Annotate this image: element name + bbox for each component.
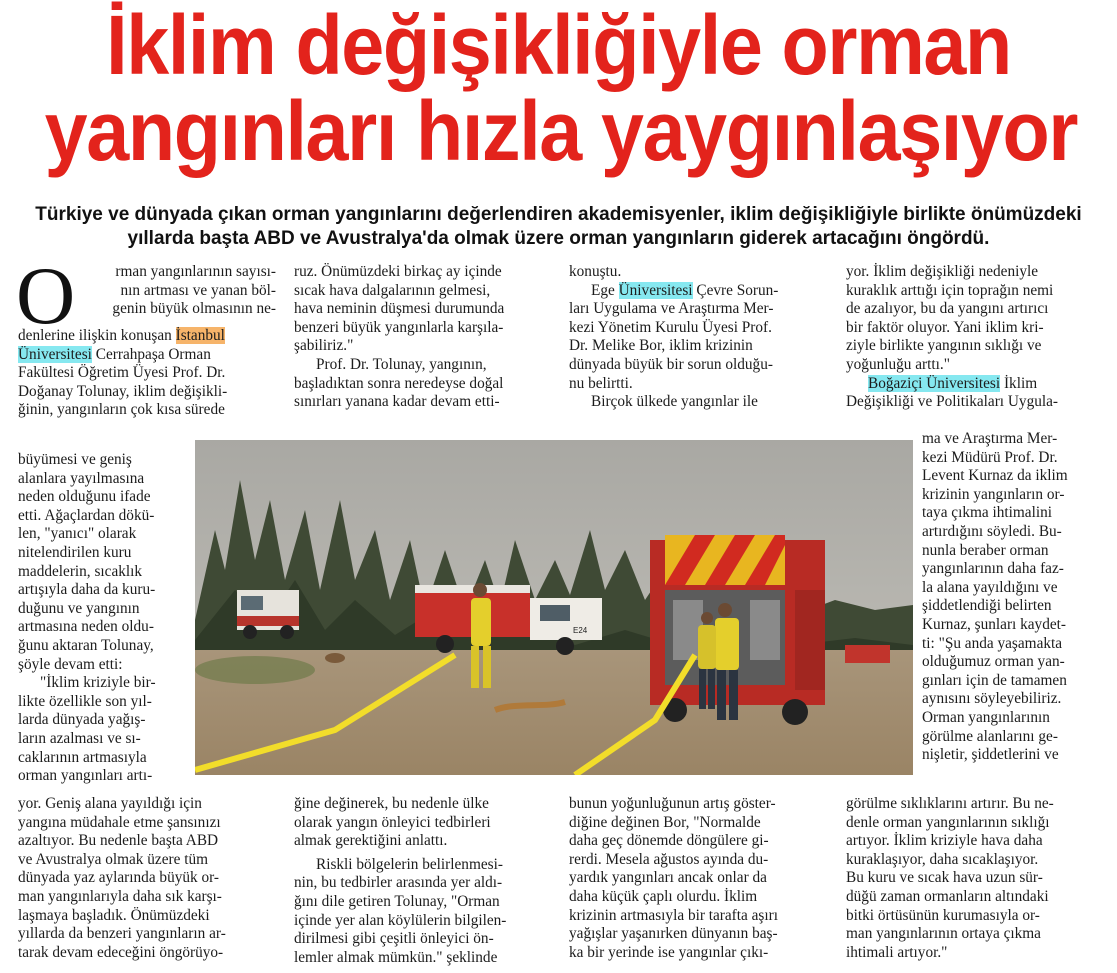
text-line: aynısını söyleyebiliriz. (922, 690, 1062, 708)
truck-number: E24 (573, 626, 588, 635)
text-line: artışıyla daha da kuru- (18, 581, 156, 599)
text-line: görülme sıklıklarını artırır. Bu ne- (846, 795, 1054, 812)
text-line: dünyada büyük bir sorun olduğu- (569, 355, 773, 373)
text-line: ğunu aktaran Tolunay, (18, 636, 154, 654)
text-line: şabiliriz." (294, 337, 354, 355)
subheadline-line-2: yıllarda başta ABD ve Avustralya'da olmak üzere orman yangınların giderek artacağını öngördü. (127, 228, 990, 249)
text-line: Değişikliği ve Politikaları Uygula- (846, 393, 1058, 411)
column-2-bottom (294, 795, 549, 967)
column-2-top (294, 263, 549, 412)
column-1-top (16, 250, 276, 420)
text-line: düğü zaman ormanların altındaki (846, 887, 1049, 905)
text-line: almak gerektiğini anlattı. (294, 832, 448, 850)
text-line: bitki örtüsünün kurumasıyla or- (846, 906, 1040, 924)
text-line: man yangınlarıyla daha sık karşı- (18, 887, 222, 905)
text-line: yor. Geniş alana yayıldığı için (18, 795, 202, 812)
wildfire-crew-photo (195, 440, 913, 775)
text-line: etti. Ağaçlardan dökü- (18, 506, 155, 524)
text-line: ve Avustralya olmak üzere tüm (18, 850, 209, 868)
text-line: tarak devam edeceğini öngörüyo- (18, 943, 224, 961)
text-line: ma ve Araştırma Mer- (922, 430, 1058, 447)
column-1-narrow (18, 451, 188, 786)
text-line: len, "yanıcı" olarak (18, 525, 137, 543)
text-line: büyümesi ve geniş (18, 451, 132, 468)
text-line: Riskli bölgelerin belirlenmesi- (316, 855, 503, 873)
text-line: denle orman yangınlarının sıklığı (846, 813, 1050, 831)
text-line: olarak yangın önleyici tedbirleri (294, 813, 491, 831)
text-line: hava neminin düşmesi durumunda (294, 300, 505, 318)
text-line: kuraklaşıyor, daha sıcaklaşıyor. (846, 850, 1039, 868)
column-4-narrow (922, 430, 1102, 765)
text-line: azaltıyor. Bu nedenle başta ABD (18, 832, 219, 850)
text-line: konuştu. (569, 263, 622, 280)
text-line: benzeri büyük yangınlarla karşıla- (294, 318, 504, 336)
text-line: duğunu ve yangının (18, 599, 140, 617)
text-line: bir faktör oluyor. Yani iklim kri- (846, 318, 1044, 336)
text-line: sıcak hava dalgalarının gelmesi, (294, 281, 491, 299)
text-line: artıyor. İklim kriziyle hava daha (846, 832, 1043, 850)
text-line: dünyada yaz aylarında büyük or- (18, 869, 220, 887)
subheadline-line-1: Türkiye ve dünyada çıkan orman yangınlarını değerlendiren akademisyenler, iklim değişikliğiyle birlikte önümüzdeki (35, 204, 1082, 225)
text-line: Üniversitesi Cerrahpaşa Orman (18, 345, 211, 363)
text-line: yor. İklim değişikliği nedeniyle (846, 263, 1039, 280)
text-line: Boğaziçi Üniversitesi İklim (868, 374, 1038, 392)
text-line: Dr. Melike Bor, iklim krizinin (569, 337, 753, 355)
text-line: ğine değinerek, bu nedenle ülke (294, 795, 489, 812)
text-line: bunun yoğunluğunun artış göster- (569, 795, 776, 812)
text-line: de azalıyor, bu da yangını artırıcı (846, 300, 1049, 318)
text-line: orman yangınları artı- (18, 767, 153, 785)
text-line: yardık yangınları ancak onlar da (569, 869, 767, 887)
text-line: şiddetlendiği belirten (922, 597, 1052, 615)
text-line: taya çıkma ihtimalini (922, 504, 1052, 522)
text-line: yangına müdahale etme şansınızı (18, 813, 221, 831)
text-line: "İklim kriziyle bir- (40, 674, 156, 692)
text-line: kezi Yönetim Kurulu Üyesi Prof. (569, 318, 772, 336)
text-line: görülme alanlarını ge- (922, 727, 1058, 745)
headline-line-1: İklim değişikliğiyle orman (106, 0, 1011, 92)
text-line: ka bir yerinde ise yangınlar çıkı- (569, 943, 769, 961)
text-line: likte özellikle son yıl- (18, 692, 152, 710)
text-line: ları Uygulama ve Araştırma Mer- (569, 300, 774, 318)
text-line: Doğanay Tolunay, iklim değişikli- (18, 382, 228, 400)
text-line: yangınlarının daha faz- (922, 560, 1064, 578)
text-line: şöyle devam etti: (18, 655, 123, 673)
text-line: nu belirtti. (569, 374, 633, 392)
highlight-bogazici: Boğaziçi Üniversitesi (868, 374, 1001, 392)
text-line: nitelendirilen kuru (18, 543, 132, 561)
text-line: kezi Müdürü Prof. Dr. (922, 448, 1058, 466)
text-line: ziyle birlikte yangının sıklığı ve (846, 337, 1042, 355)
text-line: man yangınlarının ortaya çıkma (846, 925, 1041, 943)
text-line: içinde yer alan köylülerin bilgilen- (294, 911, 507, 929)
highlight-universitesi: Üniversitesi (18, 345, 92, 363)
column-3-bottom (569, 795, 827, 962)
text-line: nunla beraber orman (922, 541, 1049, 559)
dog (325, 653, 345, 663)
text-line: krizinin artmasıyla bir tarafta aşırı (569, 906, 778, 924)
text-line: ihtimali artıyor." (846, 943, 948, 961)
column-3-top (569, 263, 827, 412)
text-line: ruz. Önümüzdeki birkaç ay içinde (294, 263, 502, 280)
shrubs (195, 656, 315, 684)
text-line: Orman yangınlarının (922, 708, 1050, 726)
text-line: ğını dile getiren Tolunay, "Orman (294, 892, 500, 910)
headline-line-2: yangınları hızla yaygınlaşıyor (44, 84, 1078, 178)
highlight-istanbul: İstanbul (175, 327, 225, 344)
text-line: artmasına neden oldu- (18, 618, 154, 636)
text-line: rman yangınlarının sayısı- (115, 263, 276, 280)
text-line: nin, bu tedbirler arasında yer aldı- (294, 874, 503, 892)
text-line: nın artması ve yanan böl- (120, 281, 276, 299)
subheadline (10, 203, 1107, 251)
text-line: gınları için de tamamen (922, 671, 1067, 689)
text-line: ların azalması ve sı- (18, 729, 141, 747)
text-line: Bu kuru ve sıcak hava uzun sür- (846, 869, 1043, 887)
text-line: maddelerin, sıcaklık (18, 562, 143, 580)
text-line: lemler almak mümkün." şeklinde (294, 948, 498, 966)
column-1-bottom (18, 795, 276, 962)
text-line: genin büyük olmasının ne- (112, 300, 276, 318)
text-line: diğine değinen Bor, "Normalde (569, 813, 761, 831)
text-line: Kurnaz, şunları kaydet- (922, 615, 1066, 633)
text-line: larda dünyada yağış- (18, 711, 146, 729)
highlight-universitesi: Üniversitesi (618, 281, 693, 299)
text-line: la alana yayıldığını ve (922, 578, 1058, 596)
text-line: nişletir, şiddetlerini ve (922, 746, 1059, 764)
drop-cap: O (16, 250, 76, 341)
text-line: daha küçük çaplı olurdu. İklim (569, 887, 758, 905)
text-line: alanlara yayılmasına (18, 469, 145, 487)
text-line: başladıktan sonra neredeyse doğal (294, 374, 504, 392)
text-line: kuraklık arttığı için toprağın nemi (846, 281, 1054, 299)
text-line: krizinin yangınların or- (922, 485, 1065, 503)
text-line: yıllarda da benzeri yangınların ar- (18, 925, 226, 943)
text-line: neden olduğunu ifade (18, 488, 151, 506)
text-line: Levent Kurnaz da iklim (922, 467, 1068, 485)
text-line: denlerine ilişkin konuşan İstanbul (18, 327, 225, 344)
text-line: Fakültesi Öğretim Üyesi Prof. Dr. (18, 364, 226, 382)
text-line: laşmaya başladık. Önümüzdeki (18, 906, 210, 924)
text-line: yoğunluğu arttı." (846, 355, 950, 373)
text-line: daha geç dönemde döngülere gi- (569, 832, 769, 850)
text-line: ti: "Şu anda yaşamakta (922, 634, 1063, 652)
text-line: Prof. Dr. Tolunay, yangının, (316, 355, 487, 373)
column-4-top (846, 263, 1102, 412)
text-line: Ege Üniversitesi Çevre Sorun- (591, 281, 779, 299)
distant-vehicle (845, 645, 890, 663)
text-line: caklarının artmasıyla (18, 748, 147, 766)
text-line: yağışlar yaşanırken dünyanın baş- (569, 925, 778, 943)
headline (44, 0, 1078, 178)
text-line: olduğumuz orman yan- (922, 653, 1065, 671)
text-line: rerdi. Mesela ağustos ayında du- (569, 850, 769, 868)
text-line: Birçok ülkede yangınlar ile (591, 393, 758, 411)
text-line: artırdığını söyledi. Bu- (922, 522, 1062, 540)
text-line: sınırları yanana kadar devam etti- (294, 393, 500, 411)
text-line: ğinin, yangınların çok kısa sürede (18, 401, 225, 419)
text-line: dirilmesi gibi çeşitli önleyici ön- (294, 930, 494, 948)
column-4-bottom (846, 795, 1102, 962)
